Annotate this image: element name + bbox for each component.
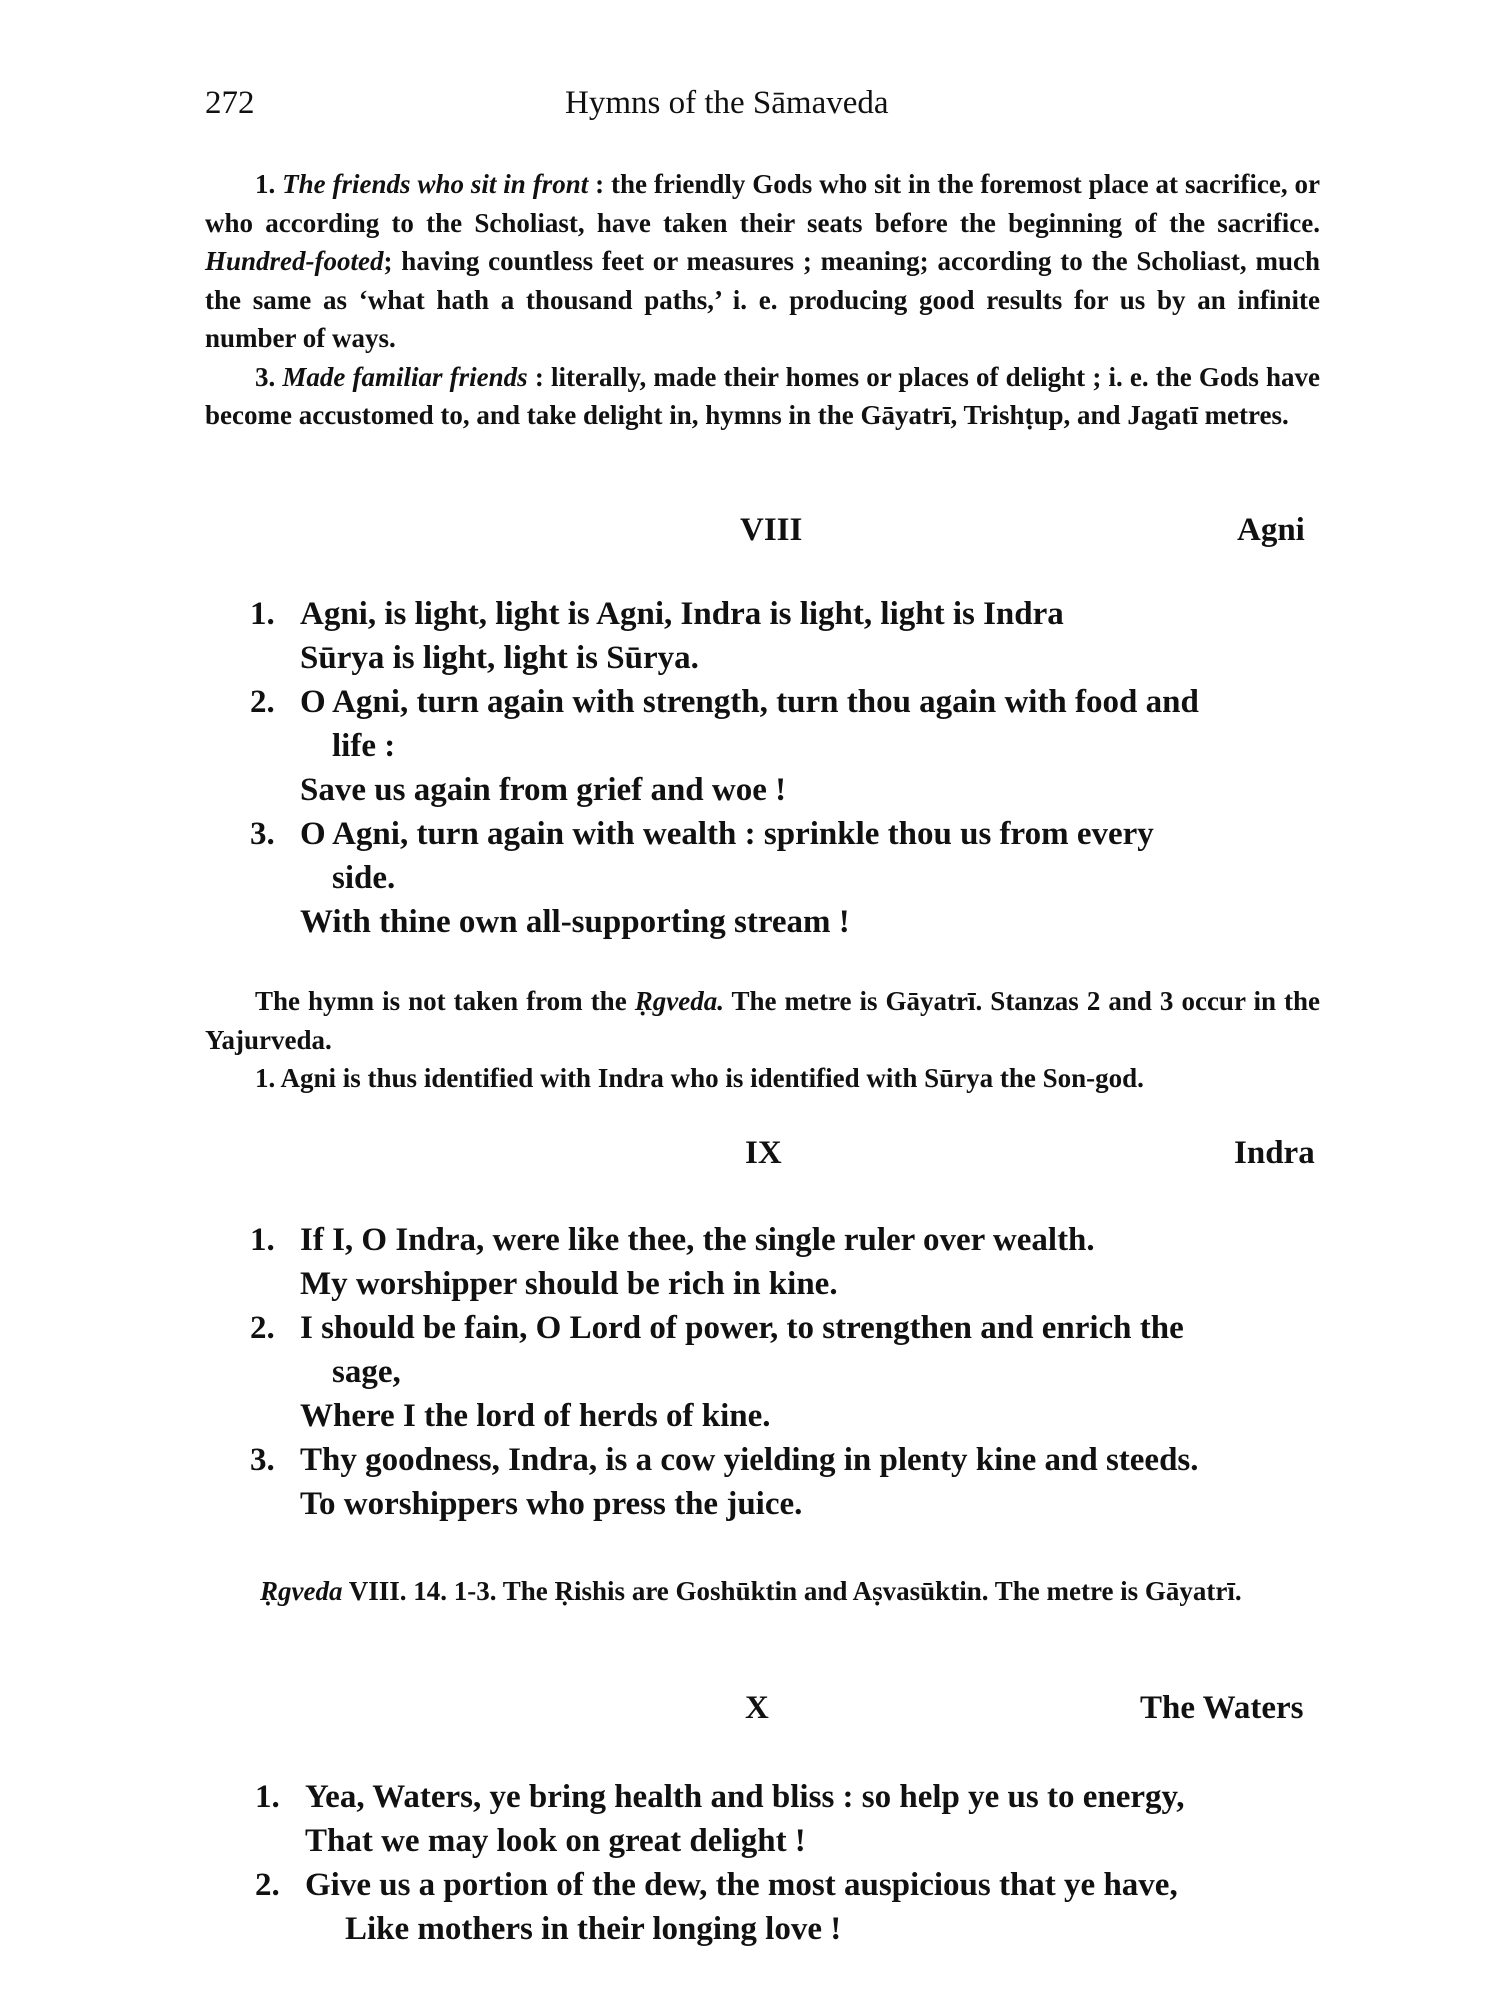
verse-line: Where I the lord of herds of kine. <box>300 1398 771 1434</box>
verse-2 <box>250 1306 1340 1438</box>
note-3 <box>205 358 1320 435</box>
verse-line-wrap: Like mothers in their longing love ! <box>345 1911 842 1947</box>
note-text: VIII. 14. 1-3. The Ṛishis are Goshūktin and Aṣvasūktin. The metre is Gāyatrī. <box>348 1576 1242 1606</box>
hymn-note-1: 1. Agni is thus identified with Indra who is identified with Sūrya the Son-god. <box>255 1063 1144 1093</box>
page-number: 272 <box>205 85 255 121</box>
verse-line: With thine own all-supporting stream ! <box>300 904 850 940</box>
note-number: 3. <box>255 361 276 392</box>
verse-line: O Agni, turn again with wealth : sprinkle thou us from every <box>300 816 1154 852</box>
verse-line-wrap: side. <box>332 860 396 896</box>
notes-previous-hymn <box>205 165 1320 435</box>
note-source: Ṛgveda. <box>634 986 724 1016</box>
verse-1 <box>255 1775 1340 1863</box>
verse-line: Agni, is light, light is Agni, Indra is light, light is Indra <box>300 596 1064 632</box>
note-term: The friends who sit in front <box>282 169 589 199</box>
hymn-deity: Agni <box>1237 512 1305 548</box>
verse-line: Yea, Waters, ye bring health and bliss : so help ye us to energy, <box>305 1779 1185 1815</box>
hymn-ix-verses <box>250 1218 1340 1526</box>
note-1 <box>205 165 1320 358</box>
note-number: 1. <box>255 169 276 199</box>
hymn-x-verses <box>255 1775 1340 1951</box>
verse-number: 3. <box>250 1442 275 1478</box>
hymn-note <box>205 982 1320 1059</box>
note-text: ; having countless feet or measures ; meaning; according to the Scholiast, much the same as ‘what hath a thousand paths,’ i. e. producing good results for us by an infinite number of ways. <box>205 246 1320 353</box>
verse-number: 1. <box>250 596 275 632</box>
verse-line: If I, O Indra, were like thee, the single ruler over wealth. <box>300 1222 1095 1258</box>
note-text: : literally, made their homes or places of delight ; i. e. the Gods have become accustomed to, and take delight in, hymns in the Gāyatrī, Trishṭup, and Jagatī metres. <box>205 361 1321 430</box>
verse-2 <box>250 680 1340 812</box>
verse-1 <box>250 592 1340 680</box>
hymn-viii-notes <box>205 982 1320 1098</box>
note-term: Hundred-footed <box>205 246 384 276</box>
verse-line: Give us a portion of the dew, the most auspicious that ye have, <box>305 1867 1178 1903</box>
verse-line: Save us again from grief and woe ! <box>300 772 787 808</box>
running-title: Hymns of the Sāmaveda <box>565 85 889 121</box>
page-header <box>205 85 1325 125</box>
note-text: The metre is Gāyatrī. Stanzas 2 and 3 occur in the Yajurveda. <box>205 986 1320 1055</box>
verse-line: To worshippers who press the juice. <box>300 1486 803 1522</box>
verse-3 <box>250 812 1340 944</box>
note-text: : the friendly Gods who sit in the foremost place at sacrifice, or who according to the Scholiast, have taken their seats before the beginning of the sacrifice. <box>205 169 1321 238</box>
verse-number: 2. <box>255 1867 280 1903</box>
hymn-number: IX <box>745 1135 782 1171</box>
verse-line: O Agni, turn again with strength, turn thou again with food and <box>300 684 1199 720</box>
verse-number: 1. <box>250 1222 275 1258</box>
verse-line: Sūrya is light, light is Sūrya. <box>300 640 699 676</box>
verse-line-wrap: sage, <box>332 1354 401 1390</box>
hymn-number: VIII <box>740 512 803 548</box>
verse-3 <box>250 1438 1340 1526</box>
hymn-deity: The Waters <box>1140 1690 1304 1726</box>
note-source: Ṛgveda <box>260 1576 343 1606</box>
note-text: The hymn is not taken from the <box>255 986 627 1016</box>
verse-line: My worshipper should be rich in kine. <box>300 1266 838 1302</box>
verse-line: Thy goodness, Indra, is a cow yielding in plenty kine and steeds. <box>300 1442 1199 1478</box>
hymn-ix-notes <box>215 1572 1320 1611</box>
hymn-note <box>215 1572 1320 1611</box>
verse-2 <box>255 1863 1340 1951</box>
hymn-viii-verses <box>250 592 1340 944</box>
verse-number: 2. <box>250 684 275 720</box>
verse-number: 2. <box>250 1310 275 1346</box>
note-term: Made familiar friends <box>282 361 528 392</box>
verse-number: 3. <box>250 816 275 852</box>
hymn-number: X <box>745 1690 769 1726</box>
verse-line-wrap: life : <box>332 728 396 764</box>
verse-line: That we may look on great delight ! <box>305 1823 806 1859</box>
hymn-deity: Indra <box>1234 1135 1315 1171</box>
verse-1 <box>250 1218 1340 1306</box>
verse-number: 1. <box>255 1779 280 1815</box>
verse-line: I should be fain, O Lord of power, to strengthen and enrich the <box>300 1310 1184 1346</box>
